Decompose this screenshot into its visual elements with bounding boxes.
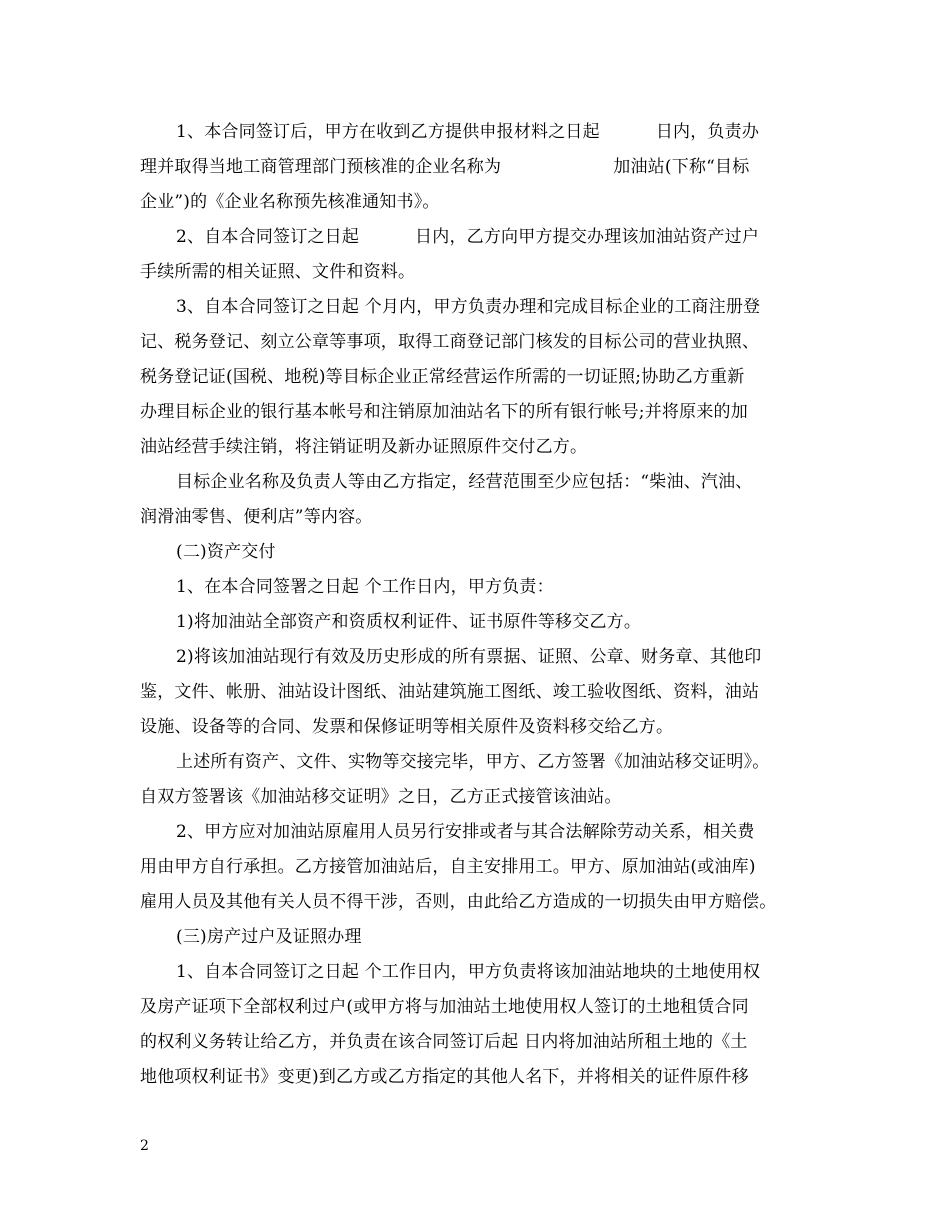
text-line: 1、本合同签订后，甲方在收到乙方提供申报材料之日起 日内，负责办 <box>176 122 760 142</box>
section-heading: (二)资产交付 <box>176 542 276 562</box>
text-line: 润滑油零售、便利店”等内容。 <box>140 507 373 527</box>
text-line: 地他项权利证书》变更)到乙方或乙方指定的其他人名下，并将相关的证件原件移 <box>140 1067 749 1087</box>
text-line: 税务登记证(国税、地税)等目标企业正常经营运作所需的一切证照;协助乙方重新 <box>140 367 745 387</box>
text-line: 目标企业名称及负责人等由乙方指定，经营范围至少应包括：“柴油、汽油、 <box>176 472 753 492</box>
text-line: 3、自本合同签订之日起 个月内，甲方负责办理和完成目标企业的工商注册登 <box>176 297 761 317</box>
text-line: 2)将该加油站现行有效及历史形成的所有票据、证照、公章、财务章、其他印 <box>176 647 762 667</box>
text-line: 记、税务登记、刻立公章等事项，取得工商登记部门核发的目标公司的营业执照、 <box>140 332 760 352</box>
section-heading: (三)房产过户及证照办理 <box>176 927 362 947</box>
page-number: 2 <box>140 1138 149 1154</box>
text-line: 自双方签署该《加油站移交证明》之日，乙方正式接管该油站。 <box>140 787 622 807</box>
text-line: 的权利义务转让给乙方，并负责在该合同签订后起 日内将加油站所租土地的《土 <box>140 1032 748 1052</box>
text-line: 1、在本合同签署之日起 个工作日内，甲方负责： <box>176 577 554 597</box>
text-line: 用由甲方自行承担。乙方接管加油站后，自主安排用工。甲方、原加油站(或油库) <box>140 857 756 877</box>
text-line: 1)将加油站全部资产和资质权利证件、证书原件等移交乙方。 <box>176 612 642 632</box>
text-line: 手续所需的相关证照、文件和资料。 <box>140 262 416 282</box>
text-line: 及房产证项下全部权利过户(或甲方将与加油站土地使用权人签订的土地租赁合同 <box>140 997 749 1017</box>
text-line: 雇用人员及其他有关人员不得干涉，否则，由此给乙方造成的一切损失由甲方赔偿。 <box>140 892 777 912</box>
text-line: 2、甲方应对加油站原雇用人员另行安排或者与其合法解除劳动关系，相关费 <box>176 822 755 842</box>
text-line: 设施、设备等的合同、发票和保修证明等相关原件及资料移交给乙方。 <box>140 717 674 737</box>
text-line: 油站经营手续注销，将注销证明及新办证照原件交付乙方。 <box>140 437 588 457</box>
text-line: 企业”)的《企业名称预先核准通知书》。 <box>140 192 440 212</box>
text-line: 理并取得当地工商管理部门预核准的企业名称为 加油站(下称“目标 <box>140 157 750 177</box>
text-line: 办理目标企业的银行基本帐号和注销原加油站名下的所有银行帐号;并将原来的加 <box>140 402 748 422</box>
text-line: 上述所有资产、文件、实物等交接完毕，甲方、乙方签署《加油站移交证明》。 <box>176 752 770 772</box>
text-line: 2、自本合同签订之日起 日内，乙方向甲方提交办理该加油站资产过户 <box>176 227 760 247</box>
text-line: 鉴，文件、帐册、油站设计图纸、油站建筑施工图纸、竣工验收图纸、资料，油站 <box>140 682 760 702</box>
text-line: 1、自本合同签订之日起 个工作日内，甲方负责将该加油站地块的土地使用权 <box>176 962 761 982</box>
